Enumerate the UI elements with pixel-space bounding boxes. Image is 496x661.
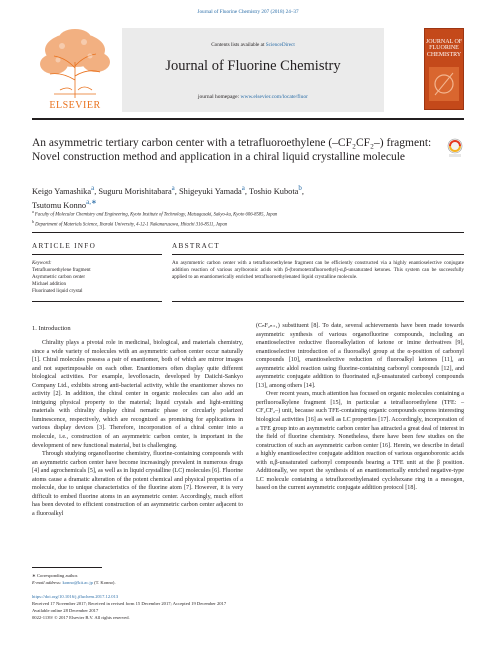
abstract-heading: ABSTRACT	[172, 242, 220, 250]
elsevier-tree-icon	[32, 28, 118, 100]
cover-title: JOURNAL OF FLUORINE CHEMISTRY	[425, 39, 463, 58]
sciencedirect-link[interactable]: ScienceDirect	[265, 42, 295, 48]
homepage-label: journal homepage:	[198, 94, 241, 100]
cover-art-icon	[425, 65, 463, 105]
doi-link[interactable]: https://doi.org/10.1016/j.jfluchem.2017.12.013	[32, 594, 119, 599]
running-head[interactable]: Journal of Fluorine Chemistry 207 (2018) 24–37	[197, 9, 299, 15]
paragraph: Through studying organofluorine chemistry, fluorine-containing compounds with an asymmetric carbon center have become increasingly prevalent in numerous drugs [4] and agrochemicals [5], as well as in liquid crystalline (LC) molecules [6]. Fluorine atoms cause a dramatic alteration of the potent chemical and physical properties of a molecule, due to unique characteristics of the fluorine atom [7]. However, it is very difficult to embed fluorine atoms in an asymmetric center. Accordingly, much effort has been devoted to efficient construction of an asymmetric carbon center adjacent to a fluoroalkyl	[32, 451, 243, 517]
affiliation: $^a$ Faculty of Molecular Chemistry and Engineering, Kyoto Institute of Technology, Matsugasaki, Sakyo-ku, Kyoto 606-8585, Japan	[32, 210, 278, 218]
publication-info	[32, 594, 332, 622]
copyright: 0022-1139/ © 2017 Elsevier B.V. All rights reserved.	[32, 614, 130, 620]
author[interactable]: Shigeyuki Yamada$^a$	[178, 184, 245, 196]
article-info-heading: ARTICLE INFO	[32, 242, 97, 250]
author-corresponding[interactable]: Tsutomu Konno$^{a,∗}$	[32, 198, 97, 211]
keywords-block	[32, 260, 162, 295]
header-rule	[32, 118, 464, 120]
abstract-bottom-rule	[172, 301, 464, 302]
email-link[interactable]: konno@kit.ac.jp	[62, 580, 93, 586]
homepage-link[interactable]: www.elsevier.com/locate/fluor	[240, 94, 308, 100]
abstract-text: An asymmetric carbon center with a tetrafluoroethylene fragment can be efficiently constructed via a highly enantioselective conjugate addition reaction of various arylboronic acids with β-(bromotetrafluoroethyl)-α,β-unsaturated ketones. This system can be successfully applied to an enantiomerically enriched tetrafluoroethylenated liquid crystalline molecule.	[172, 260, 464, 281]
keyword: Michael addition	[32, 282, 67, 288]
article-info-rule	[32, 254, 162, 255]
masthead-banner	[122, 28, 384, 112]
masthead	[32, 28, 464, 112]
corresponding-note: ∗ Corresponding author.	[32, 573, 79, 578]
affiliations	[32, 209, 452, 229]
author[interactable]: Keigo Yamashika$^a$	[32, 184, 95, 196]
contents-line	[122, 42, 384, 48]
received-dates: Received 17 November 2017; Received in revised form 15 December 2017; Accepted 19 December 2017	[32, 600, 227, 606]
keyword: Tetrafluoroethylene fragment	[32, 268, 91, 274]
author[interactable]: Toshio Kubota$^b$	[248, 184, 302, 196]
article-title: An asymmetric tertiary carbon center with a tetrafluoroethylene (–CF₂CF₂–) fragment: Novel construction method and application in a chiral liquid crystalline molecule	[32, 137, 432, 163]
keywords-label: Keyword:	[32, 261, 52, 266]
affiliation: $^b$ Department of Materials Science, Ibaraki University, 4-12-1 Nakanarusawa, Hitachi 316-8511, Japan	[32, 220, 228, 228]
check-for-updates-icon	[446, 138, 464, 158]
author-list: Keigo Yamashika$^a$, Suguru Morishitabara$^a$, Shigeyuki Yamada$^a$, Toshio Kubota$^b$, Tsutomu Konno$^{a,∗}$	[32, 184, 304, 211]
body-column-left	[32, 339, 243, 518]
article-info-bottom-rule	[32, 301, 162, 302]
introduction-heading: 1. Introduction	[32, 325, 71, 332]
keyword: Fluorinated liquid crystal	[32, 289, 83, 295]
journal-homepage	[122, 94, 384, 100]
paragraph: (CₙF₂ₙ₊₁) substituent [8]. To date, several achievements have been made towards asymmetric synthesis of various organofluorine compounds, including an enantioselective reductive fluoroalkylation of ketone or imine derivatives [9], enantioselective introduction of a fluoroalkyl group at the α-position of carbonyl compounds [10], enantioselective reduction of fluoroalkyl ketones [11], an asymmetric aldol reaction using fluorine-containing carbonyl compounds [12], and asymmetric conjugate addition to fluorinated α,β-unsaturated carbonyl compounds [13], among others [14].	[256, 323, 464, 389]
elsevier-wordmark: ELSEVIER	[49, 100, 101, 111]
author[interactable]: Suguru Morishitabara$^a$	[98, 184, 175, 196]
check-for-updates-badge[interactable]	[446, 138, 464, 158]
abstract-rule	[172, 254, 464, 255]
contents-prefix: Contents lists available at	[211, 42, 266, 48]
journal-title[interactable]: Journal of Fluorine Chemistry	[165, 58, 341, 74]
body-column-right	[256, 322, 464, 493]
paragraph: Over recent years, much attention has focused on organic molecules containing a perfluoroalkylene fragment [15], in particular a tetrafluoroethylene (TFE: –CF₂CF₂–) unit, because such TFE-containing organic compounds express interesting biological activities [16] as well as LC properties [17]. Accordingly, incorporation of a TFE group into an asymmetric carbon center has attracted a great deal of interest in the field of fluorine chemistry. Nonetheless, there have been few studies on the construction of such an asymmetric carbon center [16]. Herein, we describe in detail a highly enantioselective conjugate addition reaction of various organoboronic acids with α,β-unsaturated carbonyl compounds bearing a TFE unit at the β position. Additionally, we report the synthesis of an enantiomerically enriched negative-type LC molecule containing a tetrafluoroethylenated cyclohexane ring in a mesogen, based on the current asymmetric conjugate addition protocol [18].	[256, 391, 464, 492]
elsevier-logo[interactable]	[32, 28, 118, 112]
keyword: Asymmetric carbon center	[32, 275, 86, 281]
section-rule	[32, 232, 464, 233]
footnotes	[32, 572, 282, 587]
available-online: Available online 28 December 2017	[32, 607, 99, 613]
email-note: E-mail address: konno@kit.ac.jp (T. Konno).	[32, 580, 116, 586]
paragraph: Chirality plays a pivotal role in medicinal, biological, and materials chemistry, since a wide variety of molecules with an asymmetric carbon center occur naturally [1]. Chiral molecules possess a pair of enantiomer, both of which are mirror images and not superimposable on each other. Enantiomers often display quite different biological activities. For example, levofloxacin, developed by Daiichi-Sankyo Company Ltd., exhibits strong anti-bacterial activity, while the enantiomer shows no activity [2]. In addition, the chiral center in organic molecules can also add an intriguing physical property to the material; liquid crystals and light-emitting materials with chirality display chiral nematic phase or circularly polarized luminescence, respectively, which are recognized as promising for applications in various display devices [3]. Therefore, incorporation of a chiral center into a molecule, i.e., construction of an asymmetric carbon center, is important in the development of new functional material, but is challenging.	[32, 340, 243, 449]
journal-cover-thumbnail[interactable]	[424, 28, 464, 110]
footnote-rule	[32, 567, 102, 568]
